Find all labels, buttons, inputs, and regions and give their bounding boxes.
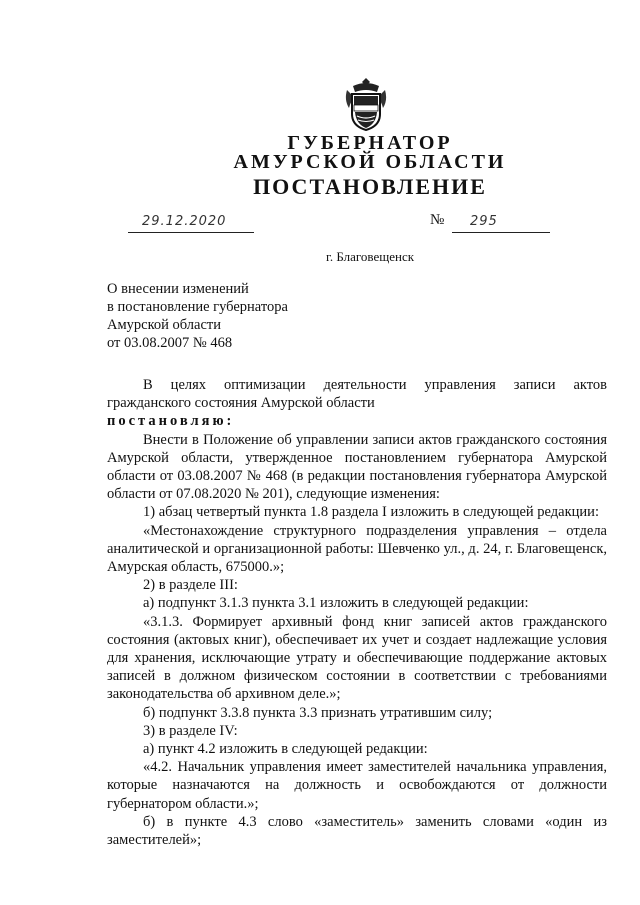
body-paragraph: 3) в разделе IV: (143, 722, 238, 739)
body-paragraph: б) в пункте 4.3 слово «заместитель» заменить словами «один из заместителей»; (107, 813, 607, 849)
date-underline (128, 232, 254, 233)
document-number: 295 (470, 214, 498, 229)
body-paragraph: 2) в разделе III: (143, 577, 238, 594)
header-title-region: АМУРСКОЙ ОБЛАСТИ (233, 151, 507, 173)
subject-line: в постановление губернатора (107, 299, 288, 315)
number-sign: № (430, 212, 445, 228)
resolution-word: постановляю: (107, 413, 235, 430)
body-paragraph: «Местонахождение структурного подразделения управления – отдела аналитической и организационной работы: Шевченко ул., д. 24, г. Благовещенск, Амурская область, 675000.»; (107, 522, 607, 576)
subject-line: О внесении изменений (107, 281, 249, 297)
document-date: 29.12.2020 (142, 214, 227, 229)
document-type-title: ПОСТАНОВЛЕНИЕ (253, 174, 487, 199)
header-title-governor: ГУБЕРНАТОР (287, 132, 453, 154)
body-paragraph: В целях оптимизации деятельности управления записи актов гражданского состояния Амурской области (107, 377, 607, 412)
document-body (107, 376, 607, 849)
body-paragraph: 1) абзац четвертый пункта 1.8 раздела I изложить в следующей редакции: (143, 504, 599, 521)
coat-of-arms-emblem (343, 76, 389, 132)
subject-line: Амурской области (107, 317, 221, 333)
body-paragraph: а) подпункт 3.1.3 пункта 3.1 изложить в следующей редакции: (143, 595, 529, 612)
document-subject (107, 280, 288, 352)
body-paragraph: а) пункт 4.2 изложить в следующей редакции: (143, 741, 428, 758)
city-name: г. Благовещенск (325, 249, 415, 264)
body-paragraph: Внести в Положение об управлении записи актов гражданского состояния Амурской области, утвержденное постановлением губернатора Амурской области от 03.08.2007 № 468 (в редакции постановления губернатора Амурской области от 07.08.2020 № 201), следующие изменения: (107, 431, 607, 503)
body-paragraph: б) подпункт 3.3.8 пункта 3.3 признать утратившим силу; (143, 704, 493, 721)
number-underline (452, 232, 550, 233)
subject-line: от 03.08.2007 № 468 (107, 335, 233, 351)
body-paragraph: «3.1.3. Формирует архивный фонд книг записей актов гражданского состояния (актовых книг), обеспечивает их учет и создает надлежащие условия для хранения, исключающие утрату и обеспечивающие поддержание актовых записей в должном физическом состоянии в соответствии с требованиями законодательства об архивном деле.»; (107, 613, 607, 703)
body-paragraph: «4.2. Начальник управления имеет заместителей начальника управления, которые назначаются на должность и освобождаются от должности губернатором области.»; (107, 759, 607, 812)
